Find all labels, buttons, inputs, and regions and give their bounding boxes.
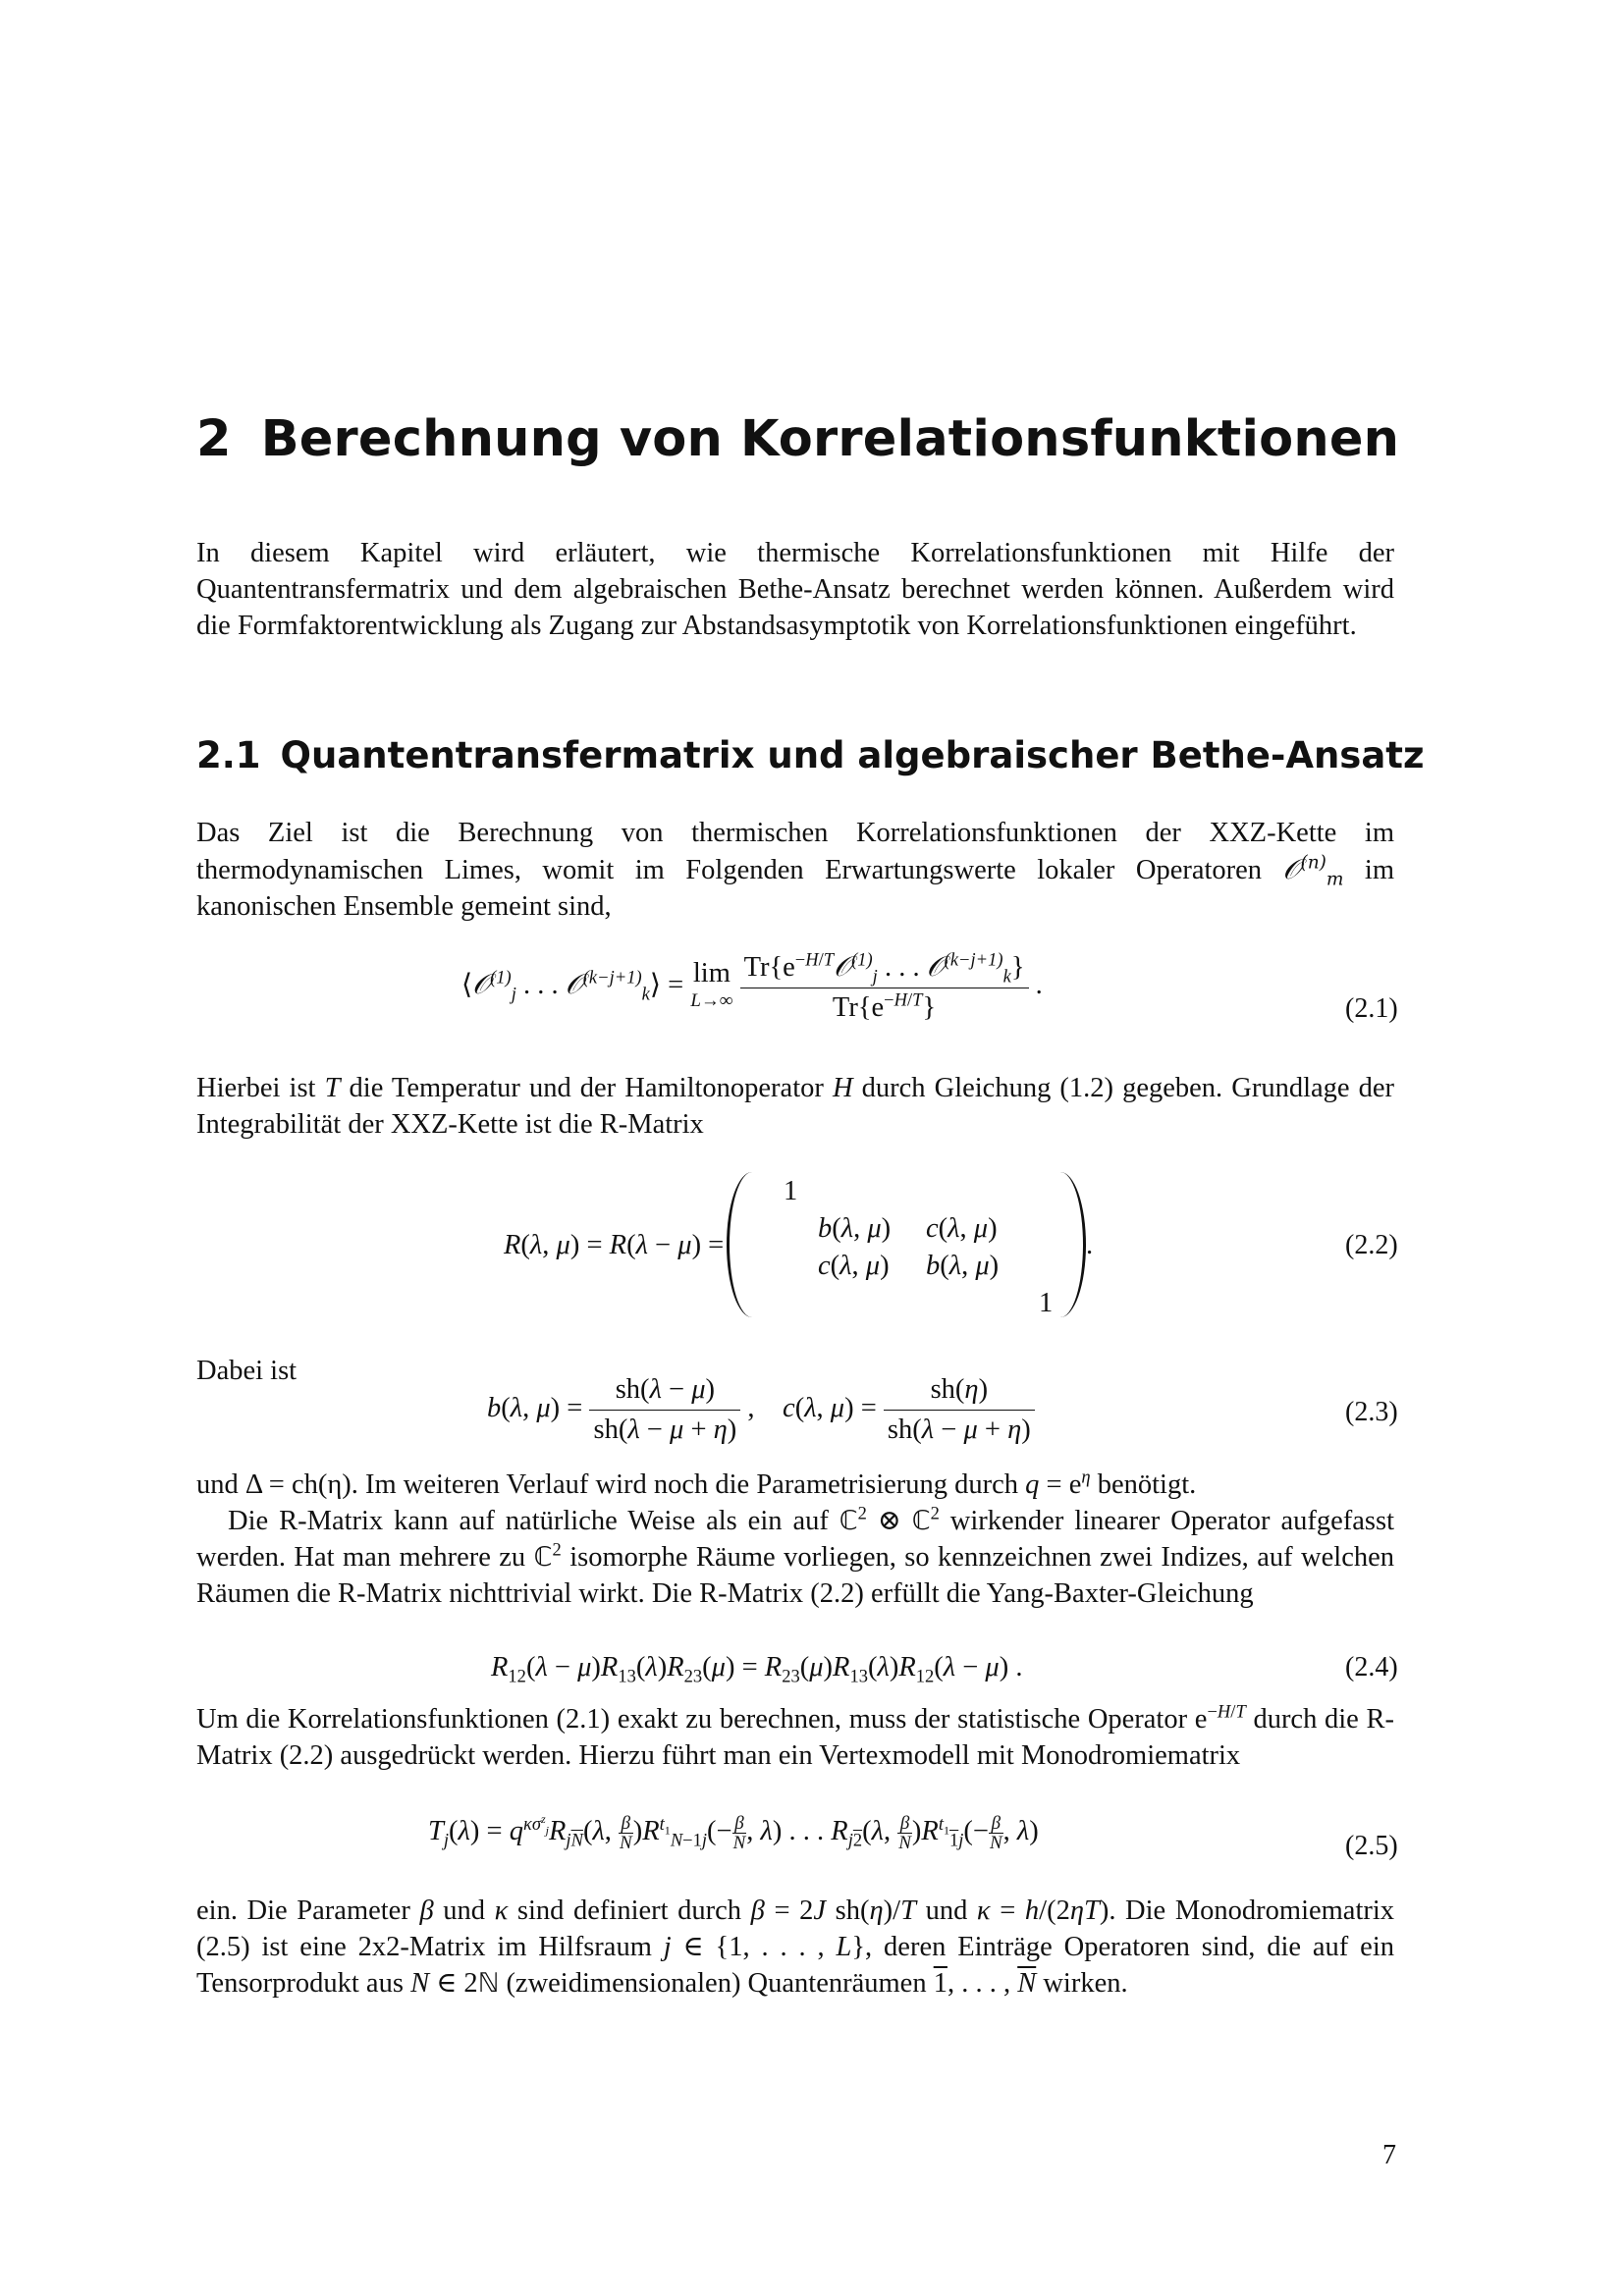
- paragraph-rmatrix-text-b: wirkender linearer Operator aufgefasst werden. Hat man mehrere zu: [196, 1506, 1395, 1573]
- paragraph-parameters-text-e: . Die Monodromiematrix (2.5) ist eine 2x2-Matrix im Hilfsraum: [196, 1896, 1395, 1962]
- equation-2-1: ⟨𝒪$^{(1)}_j$ . . . 𝒪$^{(k-j+1)}_k$⟩ = lim L→∞ $\frac{Tr\{e^{-H/T}𝒪^{(1)}_j . . . 𝒪^{(k-j+1)}_k\}}{Tr\{e^{-H/T}\}}$ .: [461, 949, 1043, 1023]
- paragraph-parameters-text-a: ein. Die Parameter: [196, 1896, 410, 1926]
- paragraph-objective-text-b: im kanonischen Ensemble gemeint sind,: [196, 855, 1395, 922]
- equation-2-5: $T_j(\lambda) = q^{\kappa\sigma^z_j}R_{j\overline{N}}(\lambda$, $\frac{\beta}{N}$ )$R^{t_1}_{N-1j}(-$ $\frac{\beta}{N}$ , λ) . . . $R_{j2}(\lambda$, $\frac{\beta}{N}$ )$R^{t_1}_{1j}(-$ $\frac{\beta}{N}$ , λ): [428, 1811, 1039, 1853]
- paragraph-parameters-text-c: sind definiert durch: [516, 1896, 742, 1926]
- section-title: Quantentransfermatrix und algebraischer Bethe-Ansatz: [280, 734, 1425, 776]
- paragraph-statistical-operator-text-b: durch die R-Matrix (2.2) ausgedrückt werden. Hierzu führt man ein Vertexmodell mit Monodromiematrix: [196, 1704, 1395, 1771]
- intro-paragraph: In diesem Kapitel wird erläutert, wie thermische Korrelationsfunktionen mit Hilfe der Quantentransfermatrix und dem algebraischen Bethe-Ansatz berechnet werden können. Außerdem wird die Formfaktorentwicklung als Zugang zur Abstandsasymptotik von Korrelationsfunktionen eingeführt.: [196, 538, 1394, 641]
- paragraph-parameters-text-h: wirken.: [1043, 1968, 1128, 1999]
- chapter-title: Berechnung von Korrelationsfunktionen: [260, 410, 1400, 468]
- matrix-entry: c(λ, μ): [926, 1213, 998, 1244]
- matrix-entry: b(λ, μ): [818, 1213, 892, 1244]
- matrix-entry: 1: [1039, 1288, 1054, 1318]
- paragraph-parameters-text-b: und: [443, 1896, 485, 1926]
- paragraph-statistical-operator: Um die Korrelationsfunktionen (2.1) exakt zu berechnen, muss der statistische Operator $e^{-H/T}$ durch die R-Matrix (2.2) ausgedrückt werden. Hierzu führt man ein Vertexmodell mit Monodromiematrix: [196, 1701, 1395, 1771]
- paragraph-statistical-operator-text-a: Um die Korrelationsfunktionen (2.1) exakt zu berechnen, muss der statistische Operator: [196, 1704, 1188, 1735]
- paragraph-objective: [196, 815, 1394, 925]
- matrix-entry: 1: [784, 1176, 798, 1206]
- paragraph-rmatrix: Die R-Matrix kann auf natürliche Weise als ein auf ℂ$^2$ ⊗ ℂ$^2$ wirkender linearer Operator aufgefasst werden. Hat man mehrere zu ℂ$^2$ isomorphe Räume vorliegen, so kennzeichnen zwei Indizes, auf welchen Räumen die R-Matrix nichttrivial wirkt. Die R-Matrix (2.2) erfüllt die Yang-Baxter-Gleichung: [196, 1503, 1395, 1609]
- equation-2-2-period: .: [1086, 1230, 1094, 1260]
- paragraph-hamiltonian-text-a: Hierbei ist: [196, 1073, 316, 1103]
- paragraph-rmatrix-text-a: Die R-Matrix kann auf natürliche Weise als ein auf: [228, 1506, 829, 1536]
- equation-number-2-5: (2.5): [1345, 1831, 1398, 1861]
- inline-operator-O: 𝒪$^{(n)}_m$: [1282, 852, 1344, 890]
- section-heading: [196, 734, 1425, 776]
- equation-2-3: b(λ, μ) = $\frac{sh(\lambda - \mu)}{sh(\lambda - \mu + \eta)}$ , c(λ, μ) = $\frac{sh(\eta)}{sh(\lambda - \mu + \eta)}$: [487, 1374, 1035, 1446]
- equation-number-2-1: (2.1): [1345, 993, 1398, 1024]
- matrix-entry: b(λ, μ): [926, 1251, 1000, 1281]
- section-number: 2.1: [196, 734, 261, 776]
- paragraph-delta-text-b: benötigt.: [1097, 1469, 1197, 1500]
- paragraph-hamiltonian-text-c: durch Gleichung (1.2) gegeben. Grundlage der Integrabilität der XXZ-Kette ist die R-Matrix: [196, 1073, 1395, 1140]
- paragraph-delta: und Δ = ch(η). Im weiteren Verlauf wird noch die Parametrisierung durch $q = e^\eta$ benötigt.: [196, 1467, 1197, 1500]
- matrix-entry: c(λ, μ): [818, 1251, 890, 1281]
- chapter-number: 2: [196, 410, 232, 468]
- equation-number-2-4: (2.4): [1345, 1652, 1398, 1682]
- paragraph-rmatrix-text-c: isomorphe Räume vorliegen, so kennzeichnen zwei Indizes, auf welchen Räumen die R-Matrix nichttrivial wirkt. Die R-Matrix (2.2) erfüllt die Yang-Baxter-Gleichung: [196, 1542, 1395, 1609]
- equation-2-2-lhs: R(λ, μ) = R(λ − μ) =: [504, 1230, 725, 1260]
- page-number: 7: [1382, 2140, 1396, 2170]
- paragraph-parameters-text-f: , deren Einträge Operatoren sind, die auf ein Tensorprodukt aus: [196, 1932, 1395, 1999]
- paragraph-delta-text-a: und Δ = ch(η). Im weiteren Verlauf wird noch die Parametrisierung durch: [196, 1469, 1019, 1500]
- chapter-heading: [196, 410, 1399, 468]
- r-matrix: [727, 1172, 1086, 1317]
- paragraph-dabei: Dabei ist: [196, 1356, 298, 1386]
- equation-number-2-2: (2.2): [1345, 1230, 1398, 1260]
- paragraph-parameters-text-d: und: [925, 1896, 968, 1926]
- equation-2-4: $R_{12}(\lambda - \mu)R_{13}(\lambda)R_{23}(\mu) = R_{23}(\mu)R_{13}(\lambda)R_{12}(\lambda - \mu)$ .: [491, 1652, 1023, 1687]
- paragraph-parameters-text-g: (zweidimensionalen) Quantenräumen: [506, 1968, 927, 1999]
- paragraph-hamiltonian-text-b: die Temperatur und der Hamiltonoperator: [349, 1073, 824, 1103]
- paragraph-objective-text-a: Das Ziel ist die Berechnung von thermischen Korrelationsfunktionen der XXZ-Kette im thermodynamischen Limes, womit im Folgenden Erwartungswerte lokaler Operatoren: [196, 818, 1394, 885]
- paragraph-parameters: ein. Die Parameter β und κ sind definiert durch β = 2J sh(η)/T und κ = h/(2ηT). Die Monodromiematrix (2.5) ist eine 2x2-Matrix im Hilfsraum j ∈ {1, . . . , L}, deren Einträge Operatoren sind, die auf ein Tensorprodukt aus N ∈ 2ℕ (zweidimensionalen) Quantenräumen 1, . . . , $\overline{N}$ wirken.: [196, 1896, 1395, 1999]
- equation-number-2-3: (2.3): [1345, 1397, 1398, 1427]
- paragraph-hamiltonian: Hierbei ist T die Temperatur und der Hamiltonoperator H durch Gleichung (1.2) gegeben. Grundlage der Integrabilität der XXZ-Kette ist die R-Matrix: [196, 1073, 1395, 1140]
